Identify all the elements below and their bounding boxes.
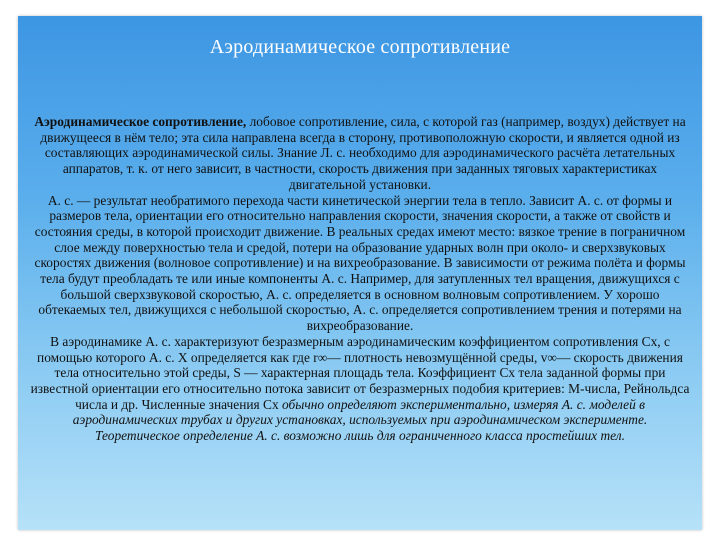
slide-body (30, 114, 690, 444)
slide-title: Аэродинамическое сопротивление (209, 36, 511, 58)
coefficient-text: В аэродинамике А. с. характеризуют безразмерным аэродинамическим коэффициентом сопротивления Сх, с помощью которого А. с. X определяется как где r∞— плотность невозмущённой среды, v∞— скорость движения тела относительно этой среды, S — характерная площадь тела. Коэффициент Сх тела заданной формы при известной ориентации его относительно потока зависит от безразмерных подобия критериев: М-числа, Рейнольдса числа и др. Численные значения Сх (30, 333, 690, 412)
paragraph-definition (30, 114, 690, 193)
paragraph-coefficient (30, 334, 690, 444)
definition-text: лобовое сопротивление, сила, с которой газ (например, воздух) действует на движущееся в нём тело; эта сила направлена всегда в сторону, противоположную скорости, и является одной из составляющих аэродинамической силы. Знание Л. с. необходимо для аэродинамического расчёта летательных аппаратов, т. к. от него зависит, в частности, скорость движения при заданных тяговых характеристиках двигательной установки. (40, 114, 686, 192)
slide (18, 16, 702, 530)
paragraph-causes: А. с. — результат необратимого перехода части кинетической энергии тела в тепло. Зависит А. с. от формы и размеров тела, ориентации его относительно направления скорости, значения скорости, а также от свойств и состояния среды, в которой происходит движение. В реальных средах имеют место: вязкое трение в пограничном слое между поверхностью тела и средой, потери на образование ударных волн при около- и сверхзвуковых скоростях движения (волновое сопротивление) и на вихреобразование. В зависимости от режима полёта и формы тела будут преобладать те или иные компоненты А. с. Например, для затупленных тел вращения, движущихся с большой сверхзвуковой скоростью, А. с. определяется в основном волновым сопротивлением. У хорошо обтекаемых тел, движущихся с небольшой скоростью, А. с. определяется сопротивлением трения и потерями на вихреобразование. (34, 192, 686, 334)
coefficient-italic-text: обычно определяют экспериментально, измеряя А. с. моделей в аэродинамических трубах и других установках, используемых при аэродинамическом эксперименте. Теоретическое определение А. с. возможно лишь для ограниченного класса простейших тел. (72, 396, 648, 444)
term-lead: Аэродинамическое сопротивление, (34, 114, 247, 129)
